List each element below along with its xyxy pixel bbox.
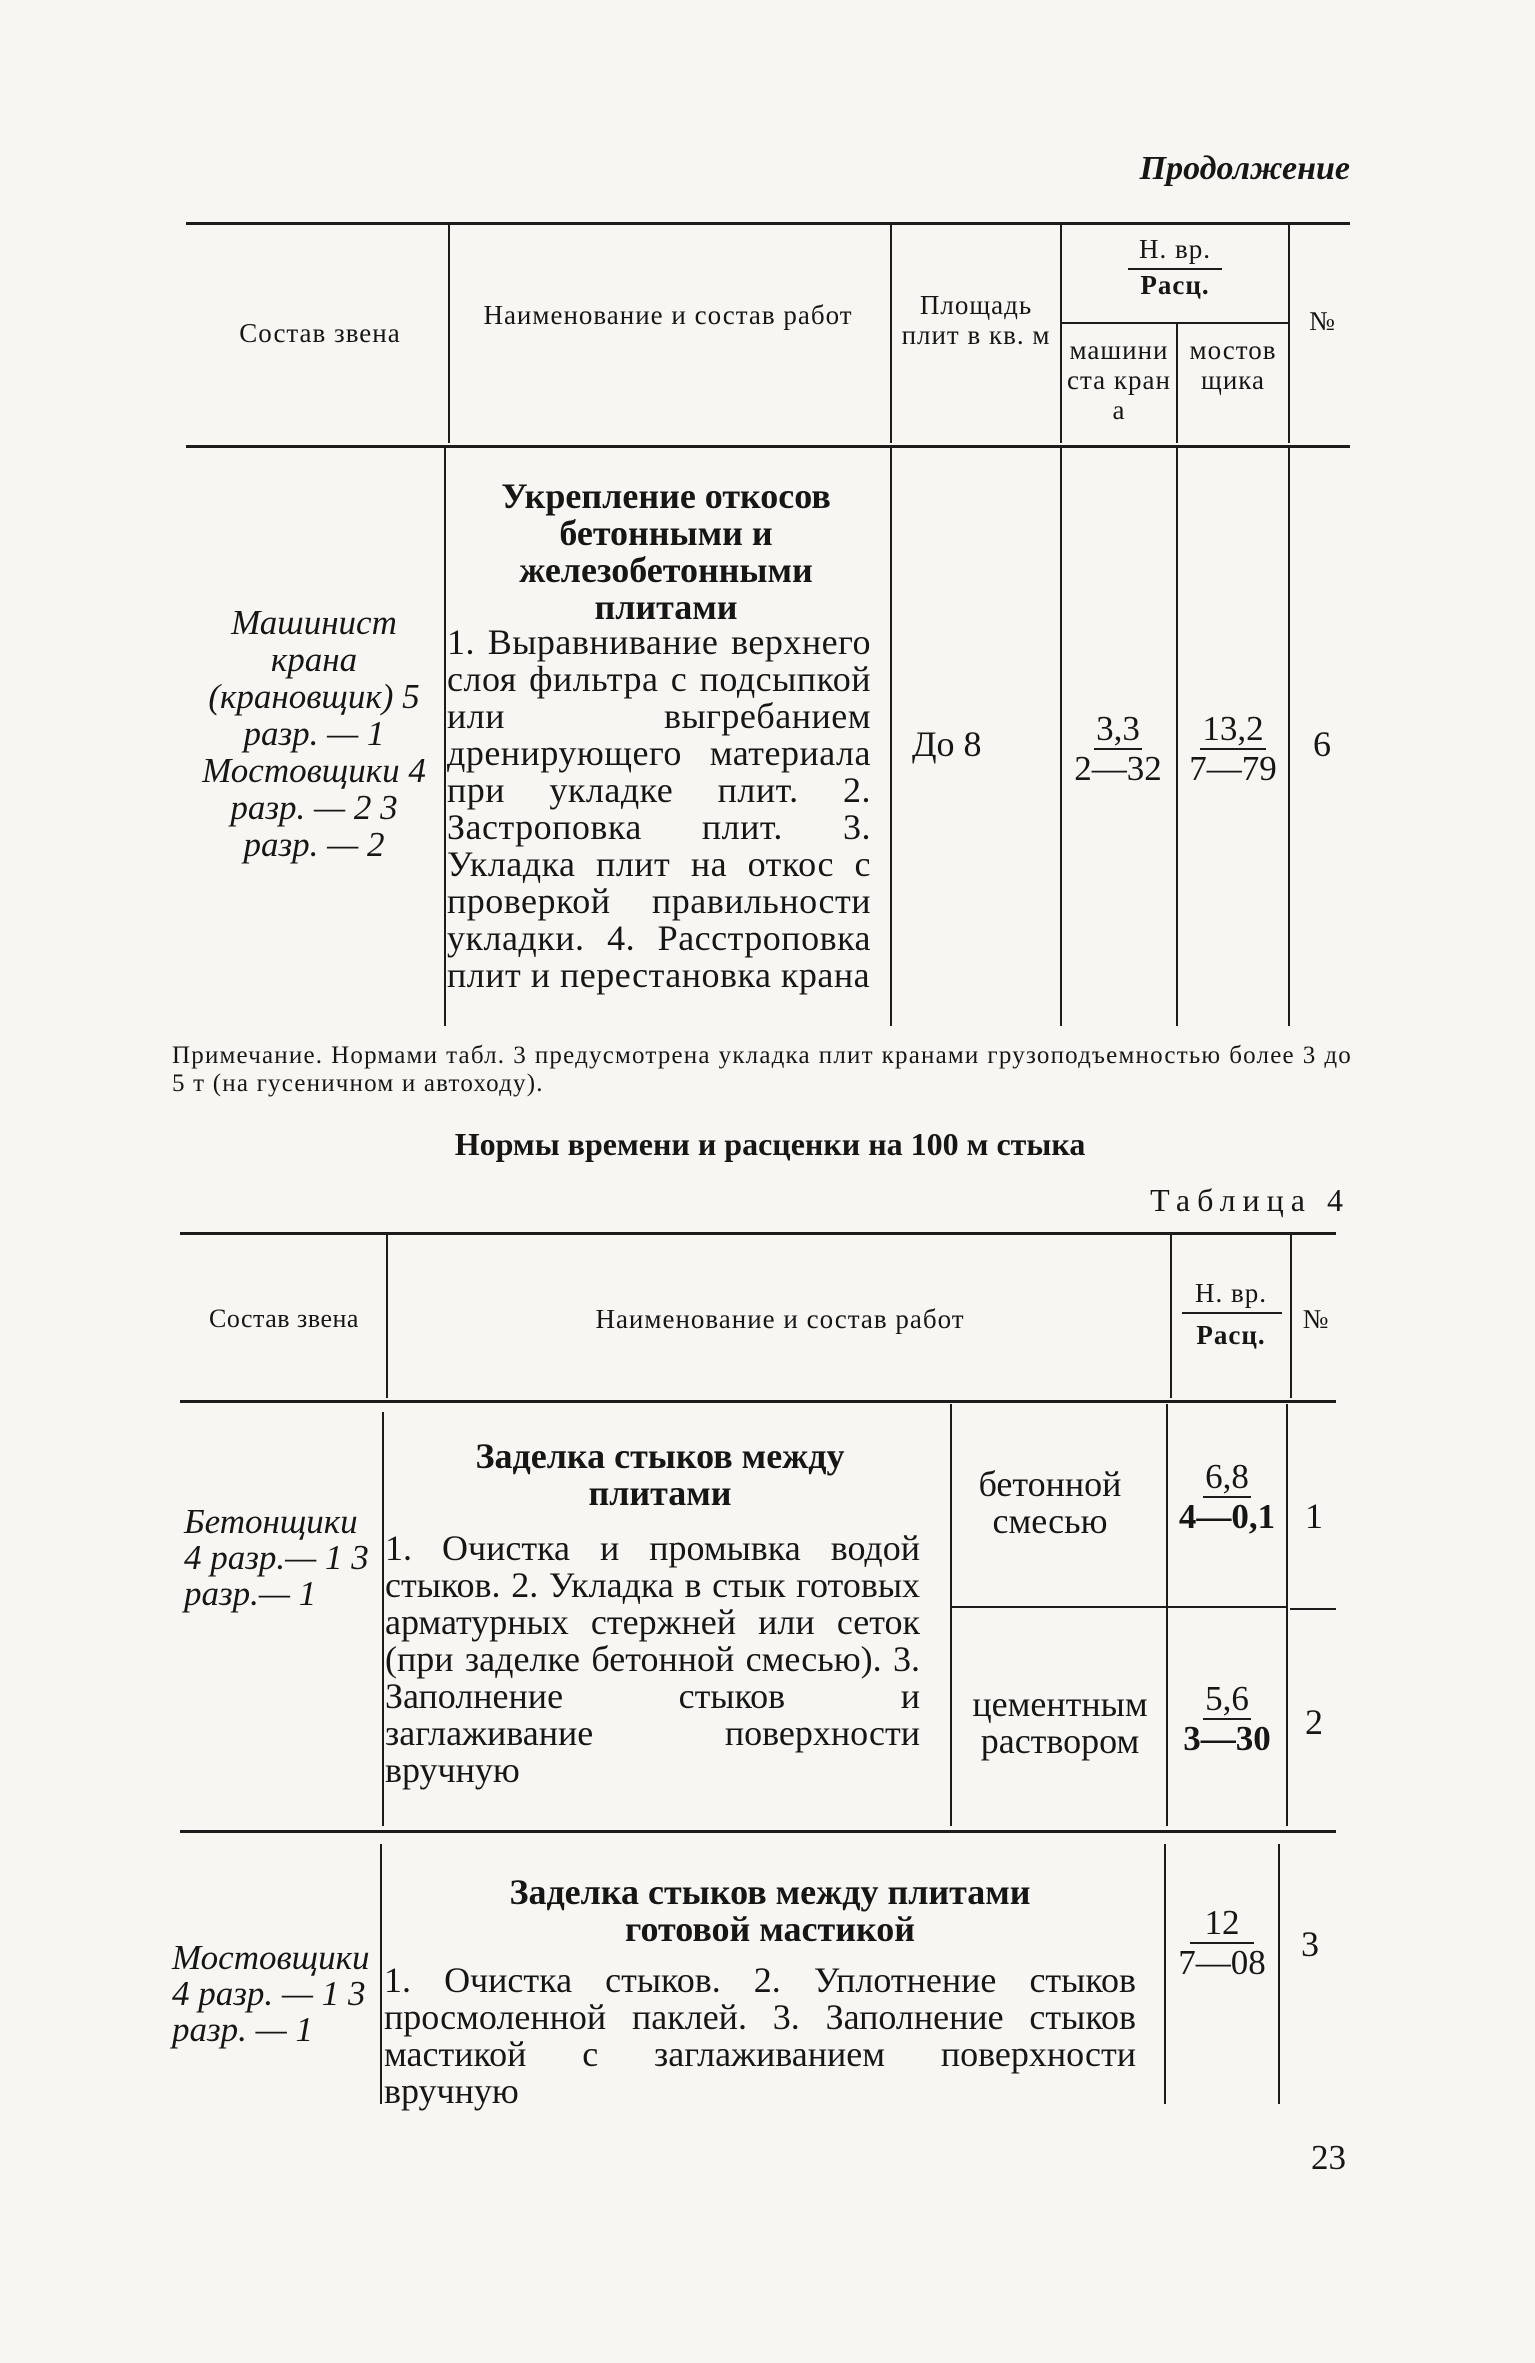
table4-header-divider	[1170, 1235, 1172, 1398]
table3-header-crew: Состав звена	[239, 318, 401, 348]
table4-group1-mid-rule-right	[1290, 1608, 1336, 1610]
table4-group2-num: 3	[1301, 1924, 1319, 1964]
table3-section-title: Укрепление откосов бетонными и железобетонными плитами	[501, 476, 831, 627]
table4-row1-norm-rate	[1170, 1458, 1284, 1536]
table4-header-norm: Н. вр.	[1195, 1278, 1267, 1308]
table3-body-divider	[1176, 448, 1178, 1026]
table4-row2-variant: цементным раствором	[972, 1684, 1148, 1761]
table3-crew: Машинист крана (крановщик) 5 разр. — 1 Мостовщики 4 разр. — 2 3 разр. — 2	[202, 603, 426, 864]
table3-body-divider	[444, 448, 446, 1026]
table4-group1-divider	[1166, 1404, 1168, 1826]
bridge-rate: 7—79	[1189, 749, 1277, 788]
table4-group2-divider	[380, 1844, 382, 2104]
bridge-norm: 13,2	[1202, 709, 1264, 748]
table4-header-crew: Состав звена	[209, 1304, 359, 1333]
table3-subheader-rule	[1060, 322, 1288, 324]
table4-header-rule	[180, 1400, 1336, 1403]
table3-header-rate: Расц.	[1140, 270, 1210, 300]
table4-group1-divider	[1286, 1404, 1288, 1826]
row1-norm: 6,8	[1205, 1457, 1249, 1496]
table4-header-num: №	[1302, 1304, 1330, 1334]
table4-header-fraction-line	[1182, 1312, 1282, 1314]
table4-group-separator	[180, 1830, 1336, 1833]
table3-header-crane-operator: машиниста крана	[1067, 335, 1171, 425]
table4-row2-num: 2	[1305, 1702, 1323, 1742]
table4-group2-crew: Мостовщики 4 разр. — 1 3 разр. — 1	[172, 1938, 370, 2049]
table3-area: До 8	[912, 724, 982, 764]
table3-work-description: 1. Выравнивание верхнего слоя фильтра с подсыпкой или выгребанием дренирующего материала при укладке плит. 2. Застроповка плит. 3. Укладка плит на откос с проверкой правильности укладки. 4. Расстроповка плит и перестановка крана	[447, 622, 871, 995]
section-heading: Нормы времени и расценки на 100 м стыка	[454, 1126, 1086, 1162]
table4-group2-norm-rate	[1168, 1904, 1276, 1982]
row2-rate: 3—30	[1183, 1719, 1271, 1758]
table3-body-divider	[890, 448, 892, 1026]
table3-header-bridge-worker: мостовщика	[1189, 335, 1277, 395]
table3-top-rule	[186, 222, 1350, 225]
table3-header-area: Площадь плит в кв. м	[901, 290, 1051, 350]
table4-header-work: Наименование и состав работ	[595, 1304, 965, 1334]
table3-header-norm: Н. вр.	[1139, 234, 1211, 264]
table3-header-divider	[1060, 225, 1062, 443]
table4-row2-norm-rate	[1170, 1680, 1284, 1758]
table3-body-divider	[1288, 448, 1290, 1026]
crane-rate: 2—32	[1074, 749, 1162, 788]
table4-group1-mid-rule	[952, 1606, 1286, 1608]
table4-group1-work: 1. Очистка и промывка водой стыков. 2. Укладка в стык готовых арматурных стержней или сеток (при заделке бетонной смесью). 3. Заполнение стыков и заглаживание поверхности вручную	[385, 1528, 920, 1790]
table4-group2-divider	[1164, 1844, 1166, 2104]
table3-note: Примечание. Нормами табл. 3 предусмотрена укладка плит кранами грузоподъемностью более 3 до 5 т (на гусеничном и автоходу).	[172, 1042, 1352, 1097]
table4-row1-variant: бетонной смесью	[978, 1464, 1122, 1541]
table4-row1-num: 1	[1305, 1496, 1323, 1536]
continuation-label: Продолжение	[1139, 150, 1350, 187]
table4-group1-divider	[382, 1412, 384, 1826]
table3-header-divider	[1176, 322, 1178, 443]
table3-num: 6	[1313, 724, 1331, 764]
table4-group2-work: 1. Очистка стыков. 2. Уплотнение стыков просмоленной паклей. 3. Заполнение стыков мастикой с заглаживанием поверхности вручную	[384, 1960, 1136, 2111]
table3-header-num: №	[1309, 306, 1336, 336]
table3-header-work: Наименование и состав работ	[483, 300, 853, 330]
table4-group2-divider	[1278, 1844, 1280, 2104]
table4-group1-title: Заделка стыков между плитами	[475, 1436, 845, 1513]
table4-group2-title: Заделка стыков между плитами готовой мастикой	[509, 1872, 1031, 1949]
table4-group1-divider	[950, 1404, 952, 1826]
table3-header-divider	[890, 225, 892, 443]
table4-group1-crew: Бетонщики 4 разр.— 1 3 разр.— 1	[184, 1502, 369, 1613]
table3-header-divider	[448, 225, 450, 443]
group2-rate: 7—08	[1178, 1943, 1266, 1982]
table3-header-divider	[1288, 225, 1290, 443]
table4-header-rate: Расц.	[1196, 1320, 1266, 1350]
table4-top-rule	[180, 1232, 1336, 1235]
table3-bridge-norm-rate	[1180, 710, 1286, 788]
table4-label: Таблица 4	[1150, 1182, 1350, 1218]
group2-norm: 12	[1190, 1904, 1254, 1944]
row2-norm: 5,6	[1205, 1679, 1249, 1718]
page-number: 23	[1311, 2138, 1346, 2177]
table4-header-divider	[386, 1235, 388, 1398]
crane-norm: 3,3	[1096, 709, 1140, 748]
table3-crane-norm-rate	[1062, 710, 1174, 788]
row1-rate: 4—0,1	[1178, 1497, 1276, 1536]
table4-header-divider	[1290, 1235, 1292, 1398]
